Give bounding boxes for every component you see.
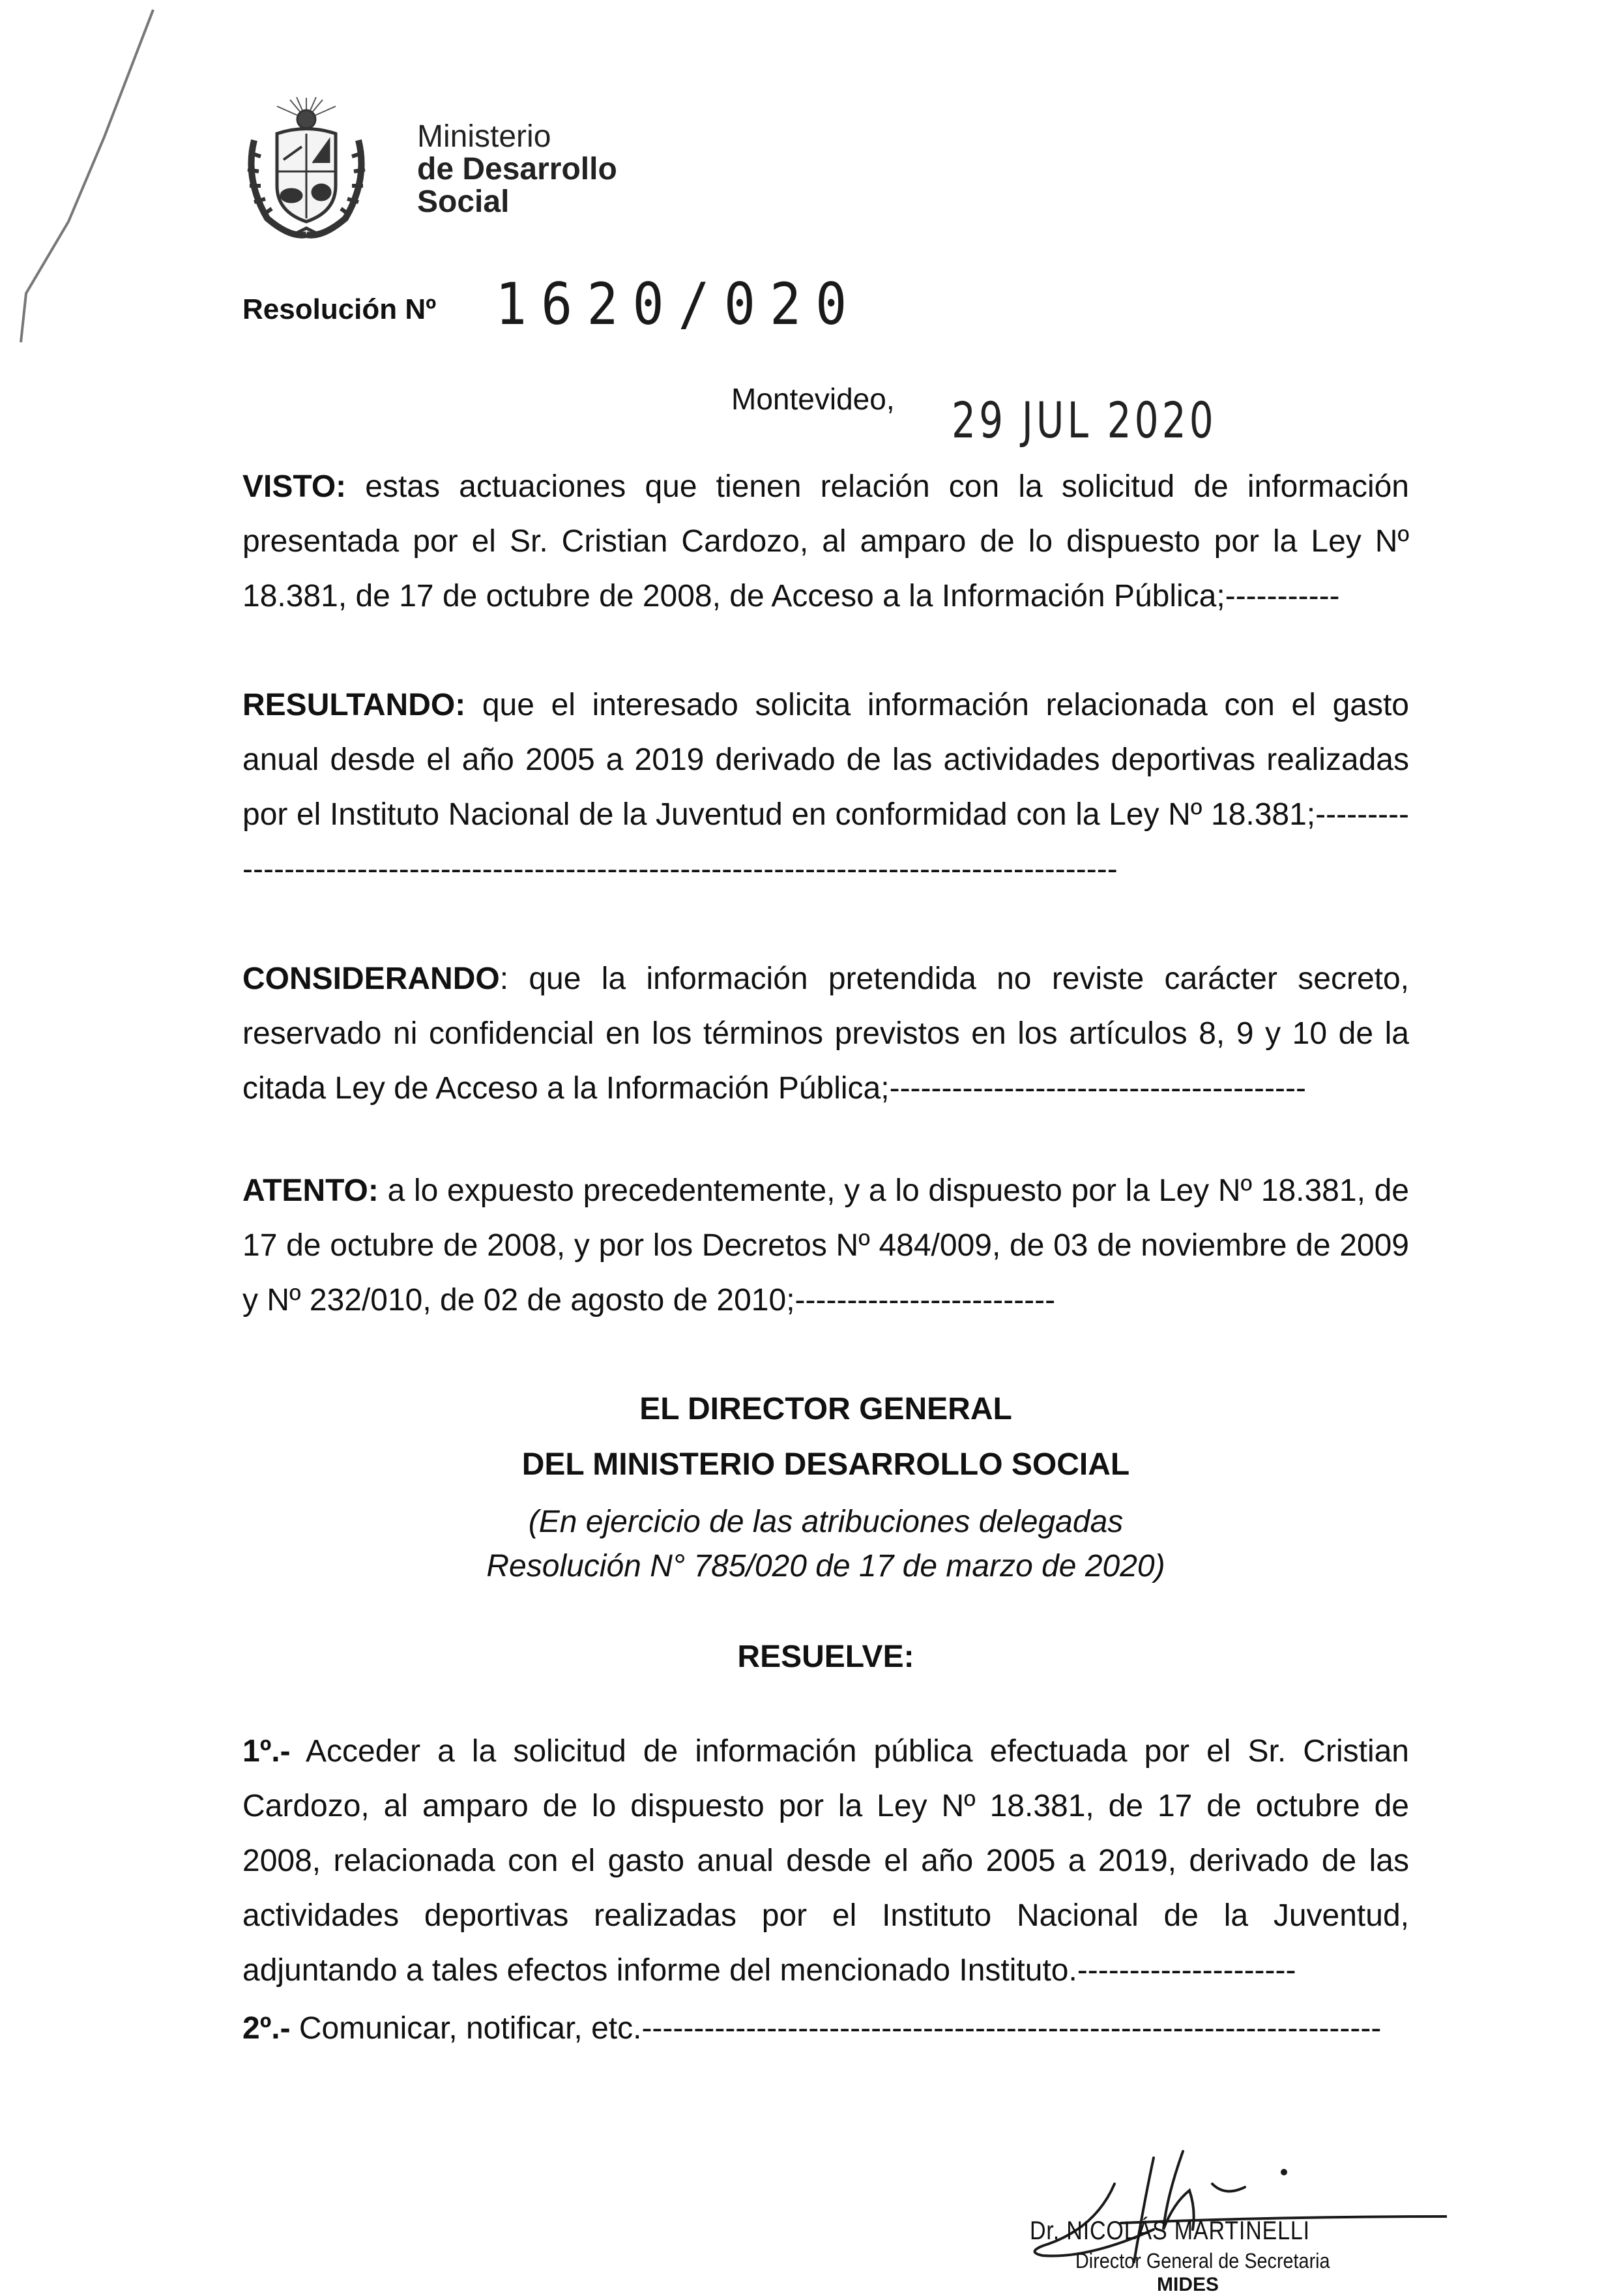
date-stamp: 29 JUL 2020 (952, 391, 1217, 449)
resuelve-heading: RESUELVE: (737, 1640, 914, 1674)
signatory-role: Director General de Secretaria (1075, 2249, 1330, 2273)
resultando-label: RESULTANDO: (242, 688, 466, 722)
item-1-paragraph (242, 1724, 1409, 1998)
visto-text: estas actuaciones que tienen relación con la solicitud de información presentada por el Sr. Cristian Cardozo, al amparo de lo dispuesto por la Ley Nº 18.381, de 17 de octubre de 2008, de Acceso a la Información Pública;----------- (242, 469, 1409, 613)
considerando-text: : que la información pretendida no reviste carácter secreto, reservado ni confidencial en los términos previstos en los artículos 8, 9 y 10 de la citada Ley de Acceso a la Información Pública;---------------------------------------- (242, 962, 1409, 1106)
atento-paragraph (242, 1164, 1409, 1328)
place-label: Montevideo, (731, 382, 895, 416)
resultando-text: que el interesado solicita información relacionada con el gasto anual desde el año 2005 a 2019 derivado de las actividades deportivas realizadas por el Instituto Nacional de la Juventud en conformidad con la Ley Nº 18.381;--------------------------------------------------------------------------------------------- (242, 688, 1409, 887)
item-2-label: 2º.- (242, 2011, 291, 2046)
signatory-name: Dr. NICOLÁS MARTINELLI (1030, 2216, 1310, 2245)
ministry-line-1: Ministerio (417, 119, 551, 154)
ministry-name (417, 121, 617, 218)
scan-edge-line (7, 7, 156, 346)
visto-label: VISTO: (242, 469, 347, 504)
considerando-paragraph (242, 952, 1409, 1116)
director-line-2: DEL MINISTERIO DESARROLLO SOCIAL (521, 1447, 1130, 1482)
resolution-label: Resolución Nº (242, 293, 437, 325)
atento-label: ATENTO: (242, 1173, 379, 1208)
resolution-number: 1620/020 (495, 271, 862, 338)
director-line-1: EL DIRECTOR GENERAL (639, 1392, 1012, 1426)
ministry-line-3: Social (417, 184, 510, 219)
item-1-text: Acceder a la solicitud de información pública efectuada por el Sr. Cristian Cardozo, al amparo de lo dispuesto por la Ley Nº 18.381, de 17 de octubre de 2008, relacionada con el gasto anual desde el año 2005 a 2019, derivado de las actividades deportivas realizadas por el Instituto Nacional de la Juventud, adjuntando a tales efectos informe del mencionado Instituto.--------------------- (242, 1734, 1409, 1988)
item-2-paragraph (242, 2001, 1409, 2056)
considerando-label: CONSIDERANDO (242, 962, 500, 996)
item-1-label: 1º.- (242, 1734, 291, 1769)
signatory-org: MIDES (1157, 2274, 1219, 2295)
atento-text: a lo expuesto precedentemente, y a lo dispuesto por la Ley Nº 18.381, de 17 de octubre de 2008, y por los Decretos Nº 484/009, de 03 de noviembre de 2009 y Nº 232/010, de 02 de agosto de 2010;------------------------- (242, 1173, 1409, 1317)
item-2-text: Comunicar, notificar, etc.----------------------------------------------------------------------- (290, 2011, 1382, 2046)
resultando-paragraph (242, 678, 1409, 897)
delegation-line-1: (En ejercicio de las atribuciones delegadas (528, 1505, 1124, 1539)
ministry-line-2: de Desarrollo (417, 152, 617, 186)
coat-of-arms-icon (238, 95, 375, 244)
visto-paragraph (242, 460, 1409, 624)
delegation-line-2: Resolución N° 785/020 de 17 de marzo de 2020) (486, 1549, 1165, 1583)
